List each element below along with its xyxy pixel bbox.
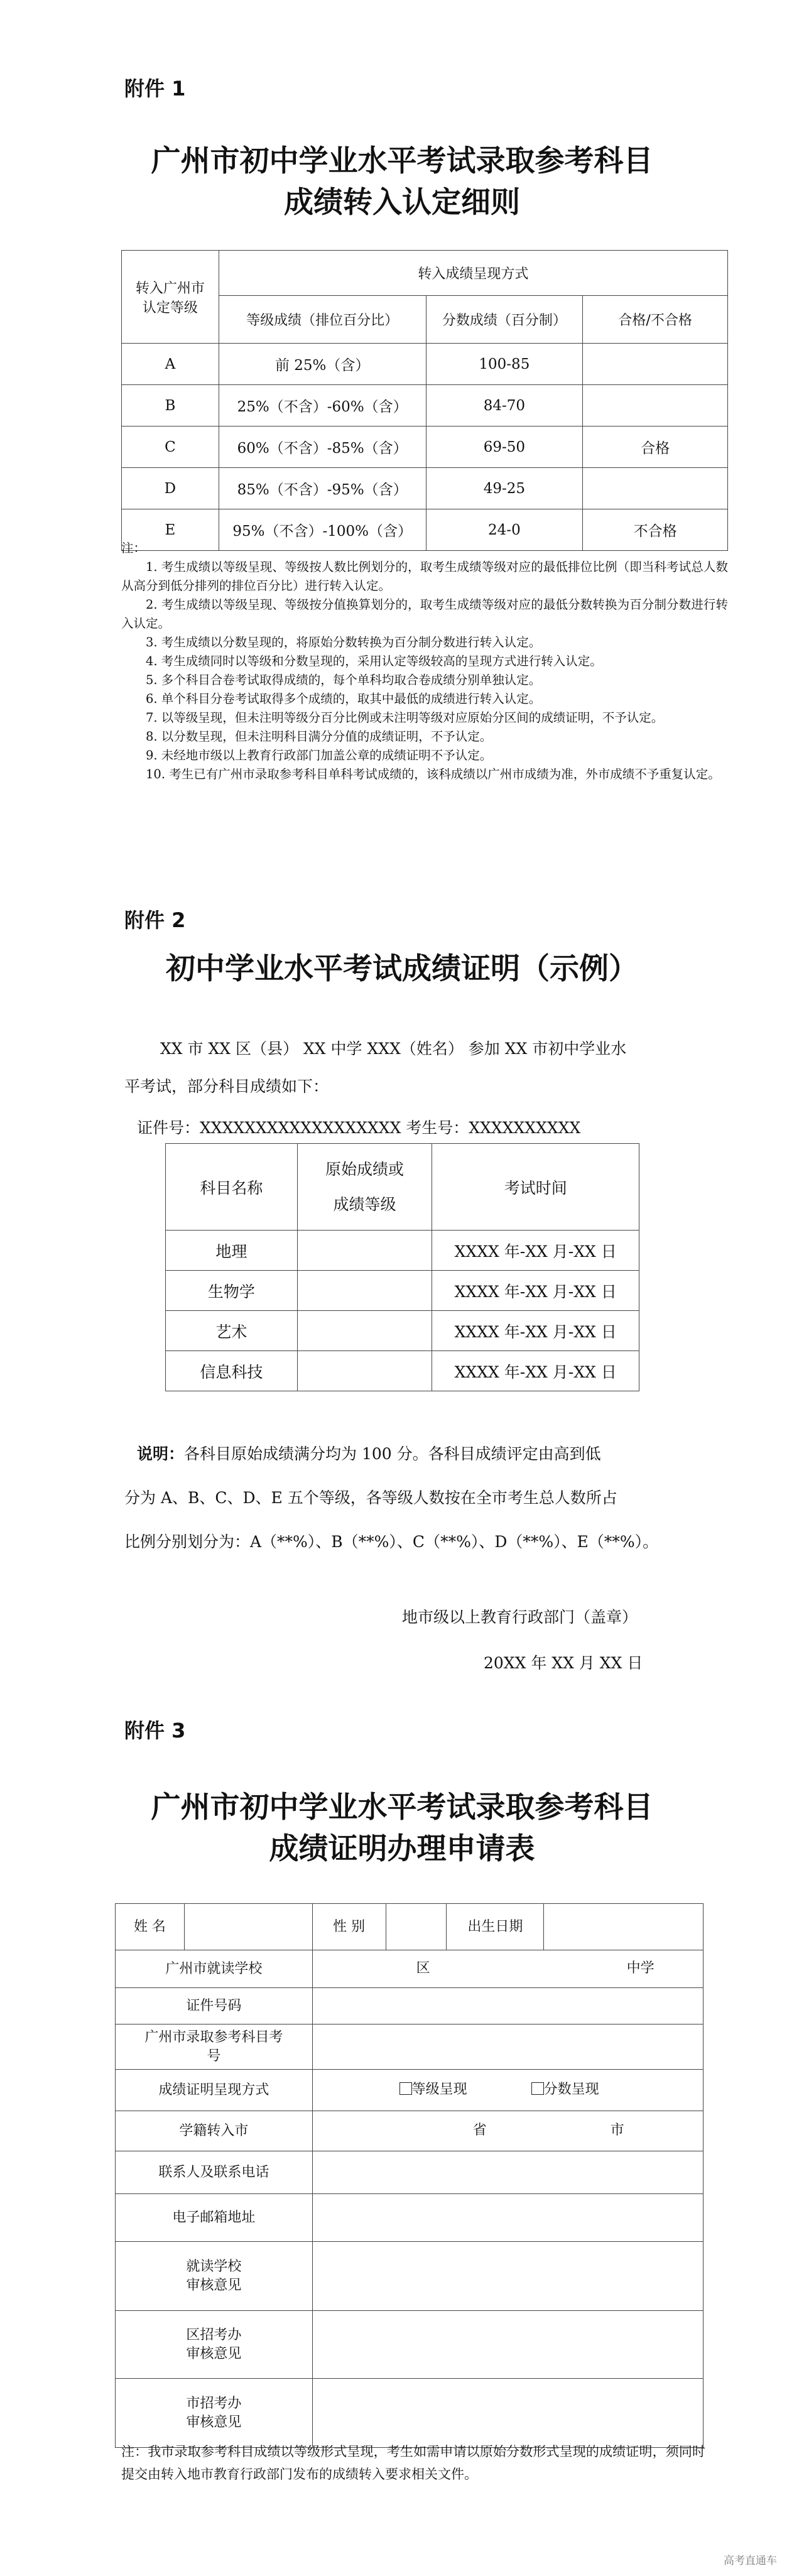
pass-cell — [583, 468, 728, 509]
subject-cell: 地理 — [166, 1231, 298, 1271]
district-review-field[interactable] — [312, 2311, 703, 2379]
explanation-line-1: 说明：各科目原始成绩满分均为 100 分。各科目成绩评定由高到低 — [137, 1445, 601, 1463]
note-item: 6. 单个科目分卷考试取得多个成绩的，取其中最低的成绩进行转入认定。 — [146, 692, 541, 706]
middle-school-suffix: 中学 — [626, 1960, 655, 1976]
result-cell — [297, 1351, 432, 1391]
table-row — [166, 1271, 639, 1311]
contact-label: 联系人及联系电话 — [116, 2151, 313, 2194]
col-header-score: 分数成绩（百分制） — [426, 296, 583, 344]
province-suffix: 省 — [472, 2122, 487, 2138]
exam-number-field[interactable] — [312, 2024, 703, 2070]
pass-cell: 不合格 — [583, 509, 728, 551]
subject-cell: 艺术 — [166, 1311, 298, 1351]
id-number-label: 证件号码 — [116, 1988, 313, 2024]
explanation-line-2: 分为 A、B、C、D、E 五个等级，各等级人数按在全市考生总人数所占 — [124, 1489, 617, 1507]
note-item: 10. 考生已有广州市录取参考科目单科考试成绩的，该科成绩以广州市成绩为准，外市成绩不予重复认定。 — [146, 767, 720, 781]
note-item: 9. 未经地市级以上教育行政部门加盖公章的成绩证明不予认定。 — [146, 748, 492, 763]
col-header-percent: 等级成绩（排位百分比） — [219, 296, 426, 344]
score-option[interactable]: 分数呈现 — [531, 2080, 599, 2099]
note-item: 7. 以等级呈现，但未注明等级分百分比例或未注明等级对应原始分区间的成绩证明，不予认定。 — [146, 710, 664, 725]
id-number-field[interactable] — [312, 1988, 703, 2024]
corner-header: 转入广州市 认定等级 — [122, 251, 219, 344]
school-review-label: 就读学校 审核意见 — [116, 2242, 313, 2311]
pass-cell — [583, 385, 728, 427]
birth-date-label: 出生日期 — [447, 1904, 544, 1950]
score-cell: 24-0 — [426, 509, 583, 551]
name-field[interactable] — [184, 1904, 312, 1950]
issue-date-line: 20XX 年 XX 月 XX 日 — [484, 1654, 643, 1672]
grade-cell: B — [122, 385, 219, 427]
date-cell: XXXX 年-XX 月-XX 日 — [432, 1271, 639, 1311]
attachment-3-label: 附件 3 — [124, 1719, 186, 1742]
certificate-intro-line-1: XX 市 XX 区（县） XX 中学 XXX（姓名） 参加 XX 市初中学业水 — [160, 1040, 627, 1058]
attachment-2-label: 附件 2 — [124, 908, 186, 932]
table-row — [122, 385, 728, 427]
group-header: 转入成绩呈现方式 — [219, 251, 727, 296]
grade-cell: D — [122, 468, 219, 509]
grade-conversion-table — [121, 250, 728, 551]
explanation-line-3: 比例分别划分为：A（**%）、B（**%）、C（**%）、D（**%）、E（**%）。 — [124, 1533, 659, 1551]
district-suffix: 区 — [416, 1960, 430, 1976]
pass-cell — [583, 344, 728, 385]
score-cell: 84-70 — [426, 385, 583, 427]
certificate-intro-line-2: 平考试，部分科目成绩如下： — [124, 1077, 329, 1095]
explanation-label: 说明： — [137, 1445, 185, 1463]
score-cell: 49-25 — [426, 468, 583, 509]
pass-cell: 合格 — [583, 427, 728, 468]
table-row — [122, 427, 728, 468]
score-cell: 100-85 — [426, 344, 583, 385]
table-row — [166, 1311, 639, 1351]
school-field[interactable] — [312, 1950, 703, 1988]
percent-cell: 95%（不含）-100%（含） — [219, 509, 426, 551]
col-header-result: 原始成绩或 成绩等级 — [297, 1144, 432, 1231]
title-line-2: 成绩转入认定细则 — [284, 185, 520, 220]
table-row — [166, 1231, 639, 1271]
application-form-table — [115, 1903, 704, 2448]
subject-cell: 信息科技 — [166, 1351, 298, 1391]
percent-cell: 60%（不含）-85%（含） — [219, 427, 426, 468]
score-cell: 69-50 — [426, 427, 583, 468]
title-line-2: 成绩证明办理申请表 — [269, 1832, 535, 1866]
date-cell: XXXX 年-XX 月-XX 日 — [432, 1311, 639, 1351]
title-line-1: 广州市初中学业水平考试录取参考科目 — [151, 1790, 653, 1825]
issuer-line: 地市级以上教育行政部门（盖章） — [402, 1608, 638, 1626]
score-checkbox[interactable] — [531, 2082, 544, 2095]
table-row — [166, 1351, 639, 1391]
notes-title: 注： — [121, 541, 146, 555]
result-cell — [297, 1311, 432, 1351]
email-label: 电子邮箱地址 — [116, 2194, 313, 2242]
city-review-label: 市招考办 审核意见 — [116, 2379, 313, 2448]
grade-cell: E — [122, 509, 219, 551]
table-row — [122, 344, 728, 385]
city-suffix: 市 — [610, 2122, 624, 2138]
table-row — [122, 468, 728, 509]
attachment-1-label: 附件 1 — [124, 77, 186, 101]
note-item: 2. 考生成绩以等级呈现、等级按分值换算划分的，取考生成绩等级对应的最低分数转换为百分制分数进行转入认定。 — [121, 597, 728, 631]
proof-mode-label: 成绩证明呈现方式 — [116, 2070, 313, 2111]
district-review-label: 区招考办 审核意见 — [116, 2311, 313, 2379]
grade-cell: A — [122, 344, 219, 385]
exam-number-label: 广州市录取参考科目考 号 — [116, 2024, 313, 2070]
note-item: 8. 以分数呈现，但未注明科目满分分值的成绩证明，不予认定。 — [146, 729, 492, 744]
note-item: 3. 考生成绩以分数呈现的，将原始分数转换为百分制分数进行转入认定。 — [146, 635, 541, 649]
grade-cell: C — [122, 427, 219, 468]
transfer-city-label: 学籍转入市 — [116, 2111, 313, 2151]
col-header-pass: 合格/不合格 — [583, 296, 728, 344]
proof-mode-options — [312, 2070, 703, 2111]
date-cell: XXXX 年-XX 月-XX 日 — [432, 1231, 639, 1271]
watermark: 高考直通车 — [724, 2555, 777, 2567]
title-line-1: 广州市初中学业水平考试录取参考科目 — [151, 144, 653, 178]
percent-cell: 85%（不含）-95%（含） — [219, 468, 426, 509]
attachment-2-title: 初中学业水平考试成绩证明（示例） — [166, 952, 638, 986]
result-cell — [297, 1231, 432, 1271]
city-review-field[interactable] — [312, 2379, 703, 2448]
percent-cell: 前 25%（含） — [219, 344, 426, 385]
email-field[interactable] — [312, 2194, 703, 2242]
school-label: 广州市就读学校 — [116, 1950, 313, 1988]
school-review-field[interactable] — [312, 2242, 703, 2311]
certificate-id-line: 证件号：XXXXXXXXXXXXXXXXXX 考生号：XXXXXXXXXX — [137, 1119, 581, 1137]
attachment-3-title — [75, 1787, 729, 1870]
note-item: 1. 考生成绩以等级呈现、等级按人数比例划分的，取考生成绩等级对应的最低排位比例（即当科考试总人数从高分到低分排列的排位百分比）进行转入认定。 — [121, 560, 728, 593]
result-cell — [297, 1271, 432, 1311]
application-footnote: 注：我市录取参考科目成绩以等级形式呈现，考生如需申请以原始分数形式呈现的成绩证明，须同时提交由转入地市教育行政部门发布的成绩转入要求相关文件。 — [121, 2444, 705, 2482]
subject-cell: 生物学 — [166, 1271, 298, 1311]
birth-date-field[interactable] — [544, 1904, 704, 1950]
note-item: 5. 多个科目合卷考试取得成绩的，每个单科均取合卷成绩分别单独认定。 — [146, 673, 541, 687]
attachment-1-title — [75, 141, 729, 224]
percent-cell: 25%（不含）-60%（含） — [219, 385, 426, 427]
score-certificate-table — [165, 1143, 639, 1391]
transfer-city-field[interactable] — [312, 2111, 703, 2151]
grade-checkbox[interactable] — [399, 2082, 412, 2095]
contact-field[interactable] — [312, 2151, 703, 2194]
date-cell: XXXX 年-XX 月-XX 日 — [432, 1351, 639, 1391]
attachment-1-notes — [121, 539, 728, 784]
col-header-subject: 科目名称 — [166, 1144, 298, 1231]
col-header-date: 考试时间 — [432, 1144, 639, 1231]
name-label: 姓 名 — [116, 1904, 185, 1950]
gender-label: 性 别 — [312, 1904, 386, 1950]
note-item: 4. 考生成绩同时以等级和分数呈现的，采用认定等级较高的呈现方式进行转入认定。 — [146, 654, 602, 668]
grade-option[interactable]: 等级呈现 — [399, 2080, 467, 2099]
gender-field[interactable] — [386, 1904, 447, 1950]
